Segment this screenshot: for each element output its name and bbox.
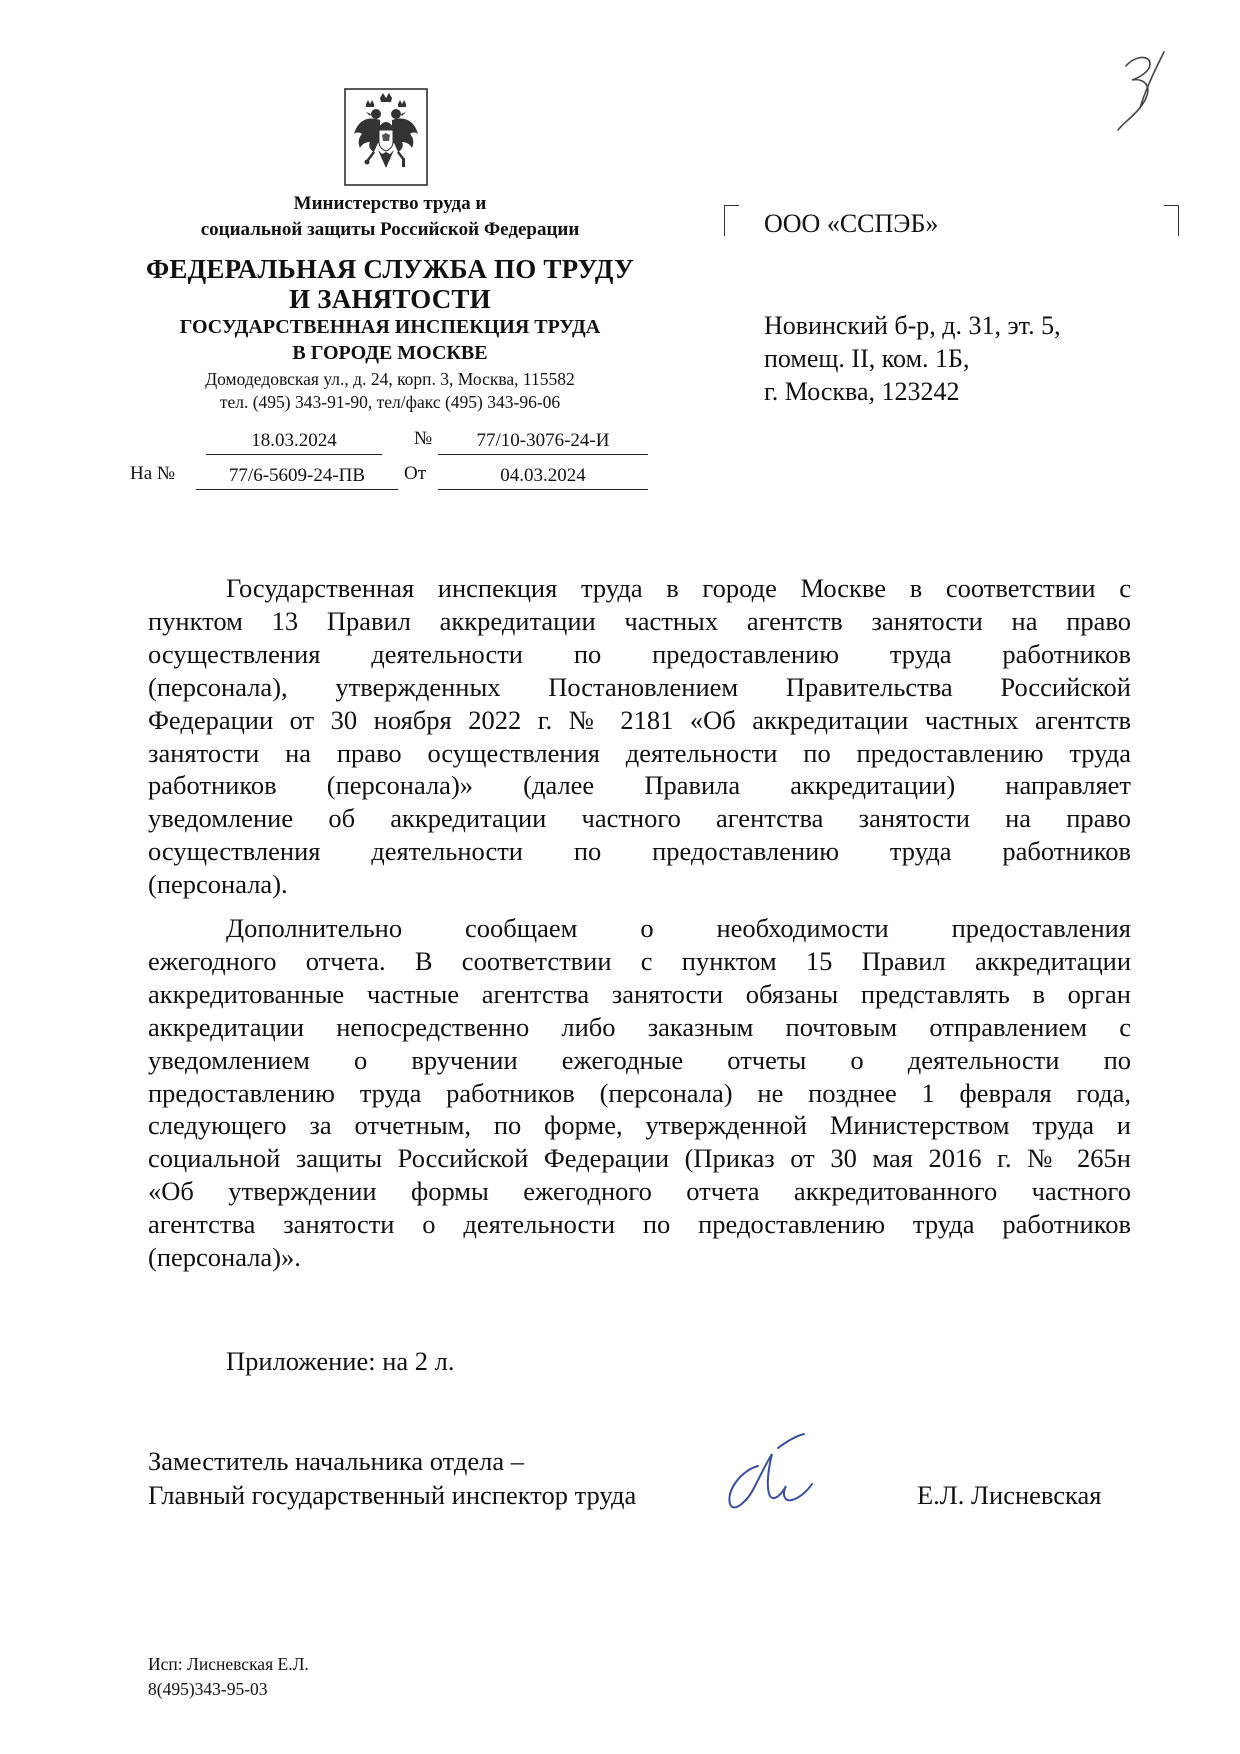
- recipient-address-line3: г. Москва, 123242: [764, 377, 960, 406]
- signatory-position-line2: Главный государственный инспектор труда: [148, 1480, 637, 1510]
- paragraph-line: пунктом 13 Правил аккредитации частных агентств занятости на право: [148, 605, 1131, 636]
- recipient-name: ООО «ССПЭБ»: [764, 209, 939, 238]
- outgoing-date: 18.03.2024: [206, 428, 382, 455]
- handwritten-page-mark: [1112, 48, 1168, 134]
- paragraph-line: аккредитованные частные агентства занятости обязаны представлять в орган: [148, 978, 1131, 1009]
- paragraph-line: уведомлением о вручении ежегодные отчеты о деятельности по: [148, 1044, 1131, 1075]
- service-name-line2: И ЗАНЯТОСТИ: [289, 284, 491, 314]
- ministry-name-line2: социальной защиты Российской Федерации: [200, 219, 580, 240]
- body-paragraph-1: [148, 572, 1131, 901]
- paragraph-line: Дополнительно сообщаем о необходимости предоставления: [226, 913, 1131, 943]
- attachment-note: Приложение: на 2 л.: [226, 1346, 455, 1376]
- paragraph-line: предоставлению труда работников (персонала) не позднее 1 февраля года,: [148, 1077, 1131, 1108]
- executor-name: Исп: Лисневская Е.Л.: [148, 1654, 309, 1674]
- signatory-position-line1: Заместитель начальника отдела –: [148, 1446, 525, 1476]
- paragraph-line: осуществления деятельности по предоставлению труда работников: [148, 836, 1131, 867]
- sender-address: Домодедовская ул., д. 24, корп. 3, Москва, 115582: [205, 369, 575, 389]
- recipient-address-line2: помещ. II, ком. 1Б,: [764, 344, 970, 373]
- paragraph-line: ежегодного отчета. В соответствии с пунктом 15 Правил аккредитации: [148, 945, 1131, 976]
- sender-phones: тел. (495) 343-91-90, тел/факс (495) 343-96-06: [219, 392, 561, 412]
- paragraph-line: следующего за отчетным, по форме, утвержденной Министерством труда и: [148, 1110, 1131, 1141]
- paragraph-line: (персонала).: [148, 869, 288, 900]
- reference-date-label: От: [404, 463, 427, 484]
- address-corner-mark-right: [1164, 205, 1179, 236]
- paragraph-line: (персонала), утвержденных Постановлением Правительства Российской: [148, 671, 1131, 702]
- paragraph-line: аккредитации непосредственно либо заказным почтовым отправлением с: [148, 1011, 1131, 1042]
- ministry-name-line1: Министерство труда и: [293, 193, 487, 214]
- outgoing-number: 77/10-3076-24-И: [438, 428, 648, 455]
- paragraph-line: осуществления деятельности по предоставлению труда работников: [148, 638, 1131, 669]
- body-paragraph-2: [148, 912, 1131, 1274]
- paragraph-line: агентства занятости о деятельности по предоставлению труда работников: [148, 1209, 1131, 1240]
- paragraph-line: работников (персонала)» (далее Правила аккредитации) направляет: [148, 770, 1131, 801]
- paragraph-line: (персонала)».: [148, 1242, 301, 1273]
- signatory-name: Е.Л. Лисневская: [917, 1480, 1102, 1510]
- paragraph-line: социальной защиты Российской Федерации (Приказ от 30 мая 2016 г. № 265н: [148, 1143, 1131, 1174]
- reference-number: 77/6-5609-24-ПВ: [196, 463, 398, 490]
- outgoing-number-label: №: [414, 428, 433, 449]
- inspection-name-line1: ГОСУДАРСТВЕННАЯ ИНСПЕКЦИЯ ТРУДА: [179, 316, 601, 338]
- coat-of-arms-icon: [344, 88, 428, 186]
- recipient-address-line1: Новинский б-р, д. 31, эт. 5,: [764, 311, 1061, 340]
- paragraph-line: уведомление об аккредитации частного агентства занятости на право: [148, 803, 1131, 834]
- executor-phone: 8(495)343-95-03: [148, 1679, 268, 1699]
- reference-number-label: На №: [130, 463, 176, 484]
- inspection-name-line2: В ГОРОДЕ МОСКВЕ: [292, 342, 488, 364]
- address-corner-mark-left: [724, 205, 739, 236]
- paragraph-line: Федерации от 30 ноября 2022 г. № 2181 «Об аккредитации частных агентств: [148, 704, 1131, 735]
- paragraph-line: «Об утверждении формы ежегодного отчета аккредитованного частного: [148, 1176, 1131, 1207]
- paragraph-line: занятости на право осуществления деятельности по предоставлению труда: [148, 737, 1131, 768]
- reference-date: 04.03.2024: [438, 463, 648, 490]
- service-name-line1: ФЕДЕРАЛЬНАЯ СЛУЖБА ПО ТРУДУ: [145, 254, 635, 284]
- paragraph-line: Государственная инспекция труда в городе Москве в соответствии с: [226, 573, 1131, 603]
- handwritten-signature: [712, 1430, 816, 1518]
